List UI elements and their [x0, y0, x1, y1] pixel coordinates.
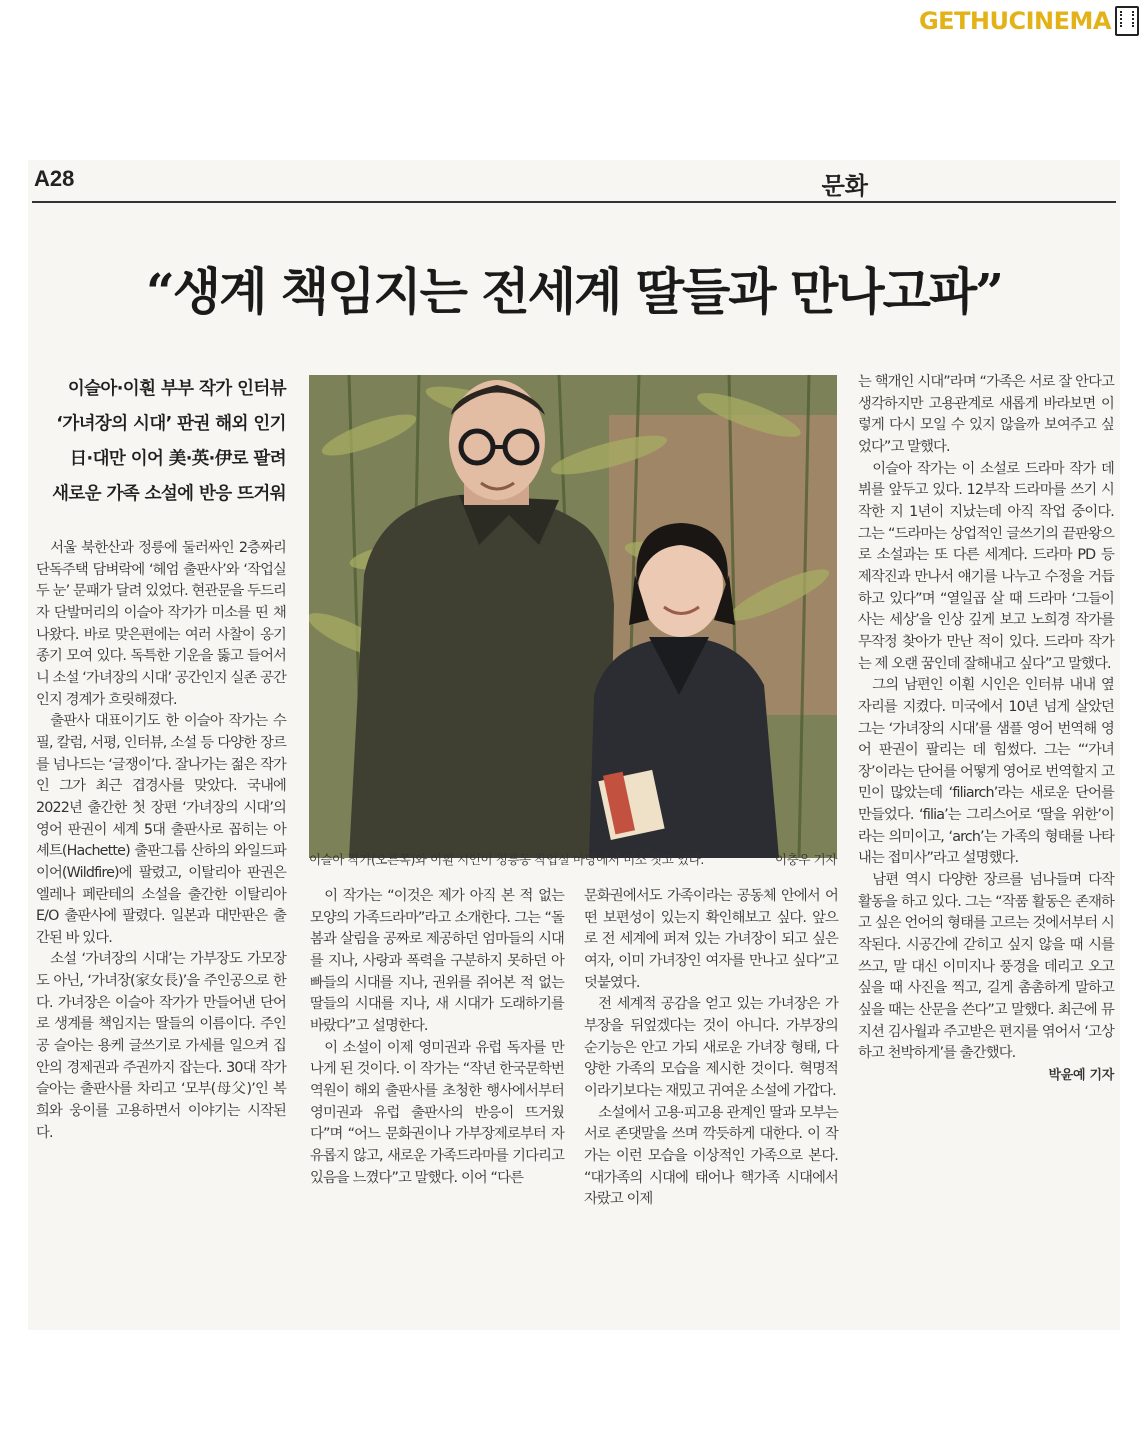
paragraph: 이슬아 작가는 이 소설로 드라마 작가 데뷔를 앞두고 있다. 12부작 드라마를 쓰기 시작한 지 1년이 지났는데 아직 작업 중이다. 그는 “드라마는 상업적인 글쓰기의 끝판왕으로 소설과는 또 다른 세계다. 드라마 PD 등 제작진과 만나서 얘기를 나누고 수정을 거듭하고 있다”며 “열일곱 살 때 드라마 ‘그들이 사는 세상’을 인상 깊게 보고 노희경 작가를 무작정 찾아가 만난 적이 있다. 드라마 작가는 제 오랜 꿈인데 잘해내고 싶다”고 말했다.: [858, 460, 1114, 672]
photo-illustration: [309, 375, 837, 858]
deck-line: ‘가녀장의 시대’ 판권 해외 인기: [56, 414, 286, 434]
film-icon: [1115, 6, 1139, 36]
photo-credit: 이충우 기자: [775, 852, 837, 867]
paragraph: 이 작가는 “이것은 제가 아직 본 적 없는 모양의 가족드라마”라고 소개한다. 그는 “돌봄과 살림을 공짜로 제공하던 엄마들의 시대를 지나, 사랑과 폭력을 구분하지 못하던 아빠들의 시대를 지나, 권위를 쥐어본 적 없는 딸들의 시대를 지나, 새 시대가 도래하기를 바랐다”고 설명한다.: [310, 888, 564, 1034]
watermark-text-1: GETHU: [918, 7, 1009, 35]
subheadline-deck: [36, 372, 286, 512]
photo-caption: [309, 850, 837, 868]
article-column-2: [310, 886, 564, 1189]
paragraph: 문화권에서도 가족이라는 공동체 안에서 어떤 보편성이 있는지 확인해보고 싶다. 앞으로 전 세계에 퍼져 있는 가녀장이 되고 싶은 여자, 이미 가녀장인 여자를 만나고 싶다”고 덧붙였다.: [584, 888, 838, 991]
paragraph: 서울 북한산과 정릉에 둘러싸인 2층짜리 단독주택 담벼락에 ‘헤엄 출판사’와 ‘작업실 두 눈’ 문패가 달려 있었다. 현관문을 두드리자 단발머리의 이슬아 작가가 미소를 띤 채 나왔다. 바로 맞은편에는 여러 사찰이 옹기종기 모여 있다. 독특한 기운을 뚫고 들어서니 소설 ‘가녀장의 시대’ 공간인지 실존 공간인지 경계가 흐릿해졌다.: [36, 540, 286, 708]
paragraph: 소설 ‘가녀장의 시대’는 가부장도 가모장도 아닌, ‘가녀장(家女長)’을 주인공으로 한다. 가녀장은 이슬아 작가가 만들어낸 단어로 생계를 책임지는 딸들의 이름이다. 주인공 슬아는 용케 글쓰기로 가세를 일으켜 집안의 경제권과 주권까지 잡는다. 30대 작가 슬아는 출판사를 차리고 ‘모부(母父)’인 복희와 웅이를 고용하면서 이야기는 시작된다.: [36, 951, 286, 1141]
byline: 박윤예 기자: [1048, 1068, 1114, 1083]
paragraph: 그의 남편인 이훤 시인은 인터뷰 내내 옆자리를 지켰다. 미국에서 10년 넘게 살았던 그는 ‘가녀장의 시대’를 샘플 영어 번역해 영어 판권이 팔리는 데 힘썼다. 그는 “‘가녀장’이라는 단어를 어떻게 영어로 번역할지 고민이 많았는데 ‘filiarch’라는 새로운 단어를 만들었다. ‘filia’는 그리스어로 ‘딸을 위한’이라는 의미이고, ‘arch’는 가족의 형태를 나타내는 접미사”라고 설명했다.: [858, 677, 1114, 867]
paragraph: 전 세계적 공감을 얻고 있는 가녀장은 가부장을 뒤엎겠다는 것이 아니다. 가부장의 순기능은 안고 가되 새로운 가녀장 형태, 다양한 가족의 모습을 제시한 것이다. 혁명적이라기보다는 재밌고 귀여운 소설에 가깝다.: [584, 996, 838, 1099]
paragraph: 남편 역시 다양한 장르를 넘나들며 다작 활동을 하고 있다. 그는 “작품 활동은 존재하고 싶은 언어의 형태를 고르는 것에서부터 시작된다. 시공간에 갇히고 싶지 않을 때 시를 쓰고, 말 대신 이미지나 풍경을 데리고 오고 싶을 때 사진을 찍고, 길게 촘촘하게 말하고 싶을 때는 산문을 쓴다”고 말했다. 최근에 뮤지션 김사월과 주고받은 편지를 엮어서 ‘고상하고 천박하게’를 출간했다.: [858, 872, 1114, 1062]
article-photo: [309, 375, 837, 858]
watermark: [919, 6, 1139, 36]
article-column-3: [584, 886, 838, 1211]
caption-text: 이슬아 작가(오른쪽)와 이훤 시인이 정릉동 작업실 마당에서 미소 짓고 있다.: [309, 852, 704, 867]
watermark-text-2: CINEMA: [1008, 7, 1111, 35]
deck-line: 이슬아·이훤 부부 작가 인터뷰: [67, 379, 286, 399]
article-column-4: [858, 372, 1114, 1087]
paragraph: 는 핵개인 시대”라며 “가족은 서로 잘 안다고 생각하지만 고용관계로 새롭게 바라보면 이렇게 다시 모일 수 있지 않을까 보여주고 싶었다”고 말했다.: [858, 374, 1114, 455]
article-column-1: [36, 538, 286, 1144]
paragraph: 이 소설이 이제 영미권과 유럽 독자를 만나게 된 것이다. 이 작가는 “작년 한국문학번역원이 해외 출판사를 초청한 행사에서부터 영미권과 유럽 출판사의 반응이 뜨거웠다”며 “어느 문화권이나 가부장제로부터 자유롭지 않고, 새로운 가족드라마를 기다리고 있음을 느꼈다”고 말했다. 이어 “다른: [310, 1039, 564, 1186]
headline: “생계 책임지는 전세계 딸들과 만나고파”: [146, 262, 1002, 321]
header-rule: [32, 201, 1116, 203]
paragraph: 소설에서 고용·피고용 관계인 딸과 모부는 서로 존댓말을 쓰며 깍듯하게 대한다. 이 작가는 이런 모습을 이상적인 가족으로 본다. “대가족의 시대에 태어나 핵가족 시대에서 자랐고 이제: [584, 1104, 838, 1208]
newspaper-page: [28, 160, 1120, 1330]
page-number: A28: [34, 166, 75, 191]
deck-line: 새로운 가족 소설에 반응 뜨거워: [52, 484, 286, 504]
section-label: 문화: [821, 172, 868, 200]
deck-line: 日·대만 이어 美·英·伊로 팔려: [69, 449, 286, 469]
paragraph: 출판사 대표이기도 한 이슬아 작가는 수필, 칼럼, 서평, 인터뷰, 소설 등 다양한 장르를 넘나드는 ‘글쟁이’다. 잘나가는 젊은 작가인 그가 최근 겹경사를 맞았다. 국내에 2022년 출간한 첫 장편 ‘가녀장의 시대’의 영어 판권이 세계 5대 출판사로 꼽히는 아셰트(Hachette) 출판그룹 산하의 와일드파이어(Wildfire)에 팔렸고, 이탈리아 판권은 엘레나 페란테의 소설을 출간한 이탈리아 E/O 출판사에 팔렸다. 일본과 대만판은 출간된 바 있다.: [36, 713, 286, 946]
